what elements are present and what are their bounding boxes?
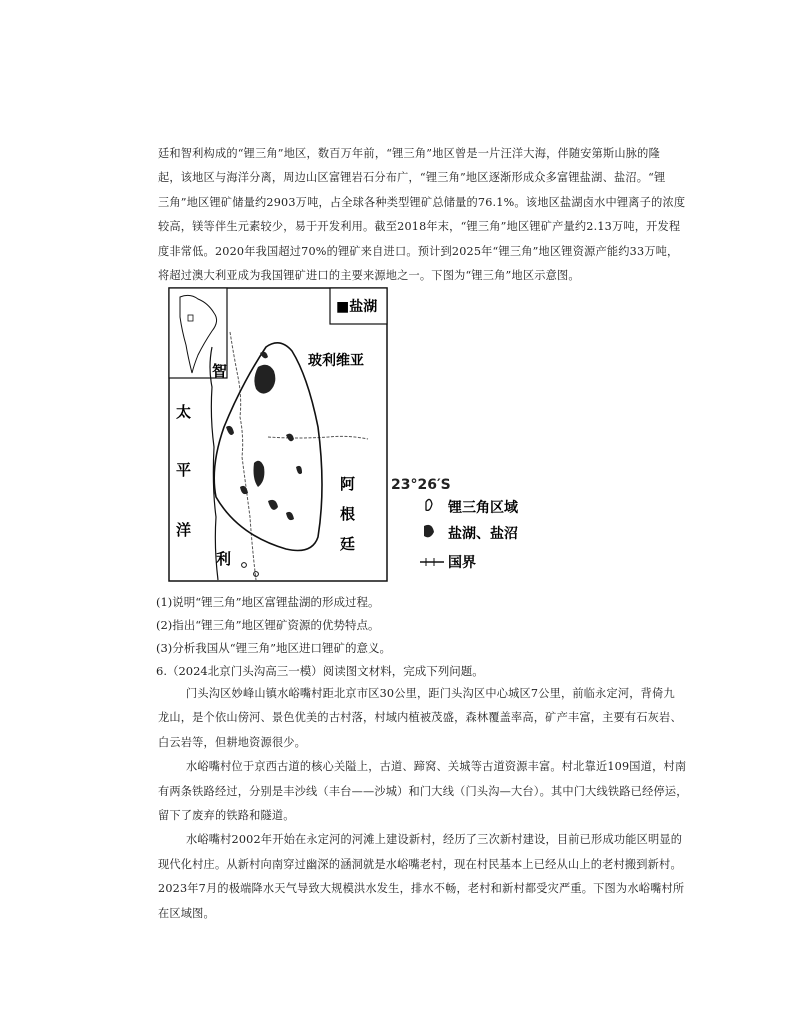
village-line: 水峪嘴村2002年开始在永定河的河滩上建设新村，经历了三次新村建设，目前已形成功能区明显的 [186, 833, 683, 847]
salt-lake [254, 461, 265, 487]
map-legend [390, 470, 560, 580]
label-pacific-1: 太 [176, 403, 192, 421]
lithium-triangle-map [168, 287, 388, 583]
salt-lake [260, 352, 268, 359]
salt-lake [240, 486, 248, 494]
legend-item1: 锂三角区域 [448, 500, 518, 516]
salt-lake [226, 426, 234, 435]
question-2: (2)指出“锂三角”地区锂矿资源的优势特点。 [156, 618, 380, 632]
map-marker [242, 563, 247, 568]
intro-line: 廷和智利构成的“锂三角”地区，数百万年前，“锂三角”地区曾是一片汪洋大海，伴随安第斯山脉的隆 [158, 147, 660, 160]
intro-line: 将超过澳大利亚成为我国锂矿进口的主要来源地之一。下图为“锂三角”地区示意图。 [158, 268, 580, 282]
village-paragraphs [158, 682, 688, 926]
label-argentina-3: 廷 [340, 535, 356, 553]
label-argentina-1: 阿 [340, 475, 356, 493]
village-line: 白云岩等，但耕地资源很少。 [158, 735, 307, 749]
village-line: 龙山，是个依山傍河、景色优美的古村落，村域内植被茂盛，森林覆盖率高，矿产丰富，主要有石灰岩、 [158, 711, 682, 725]
question-3: (3)分析我国从“锂三角”地区进口锂矿的意义。 [156, 641, 392, 655]
intro-line: 三角”地区锂矿储量约2903万吨，占全球各种类型锂矿总储量的76.1%。该地区盐湖卤水中锂离子的浓度 [158, 195, 686, 209]
legend-item2: 盐湖、盐沼 [448, 526, 518, 542]
legend-box-label: ■盐湖 [336, 299, 378, 315]
problem-6-header: 6.（2024北京门头沟高三一模）阅读图文材料，完成下列问题。 [156, 664, 484, 678]
label-chile-2: 利 [216, 550, 232, 568]
latitude-label: 23°26′S [391, 477, 451, 493]
legend-saltlake-icon [424, 525, 434, 537]
intro-line: 起，该地区与海洋分离，周边山区富锂岩石分布广，“锂三角”地区逐渐形成众多富锂盐湖、盐沼。“锂 [158, 171, 666, 185]
label-pacific-3: 洋 [176, 521, 192, 539]
village-line: 水峪嘴村位于京西古道的核心关隘上，古道、蹄窝、关城等古道资源丰富。村北靠近109国道，村南 [186, 760, 687, 774]
legend-item3: 国界 [448, 555, 476, 571]
label-bolivia: 玻利维亚 [308, 353, 364, 369]
village-line: 在区域图。 [158, 906, 215, 920]
salt-lake [286, 512, 294, 520]
salt-lake [286, 434, 294, 442]
question-1: (1)说明“锂三角”地区富锂盐湖的形成过程。 [156, 595, 380, 609]
village-line: 2023年7月的极端降水天气导致大规模洪水发生，排水不畅，老村和新村都受灾严重。下图为水峪嘴村所 [158, 882, 685, 896]
intro-line: 度非常低。2020年我国超过70%的锂矿来自进口。预计到2025年“锂三角”地区锂资源产能约33万吨， [158, 244, 679, 258]
label-chile-1: 智 [212, 362, 228, 380]
salt-lake [254, 365, 275, 394]
bolivia-argentina-border [268, 436, 368, 439]
village-line: 留下了废弃的铁路和隧道。 [158, 808, 295, 822]
coastline [210, 347, 218, 580]
intro-line: 较高，镁等伴生元素较少，易于开发利用。截至2018年末，“锂三角”地区锂矿产量约2.13万吨，开发程 [158, 220, 681, 234]
village-line: 有两条铁路经过，分别是丰沙线（丰台——沙城）和门大线（门头沟—大台）。其中门大线铁路已经停运， [158, 784, 688, 798]
village-line: 现代化村庄。从新村向南穿过幽深的涵洞就是水峪嘴老村，现在村民基本上已经从山上的老村搬到新村。 [158, 857, 682, 871]
salt-lake [296, 466, 302, 474]
village-line: 门头沟区妙峰山镇水峪嘴村距北京市区30公里，距门头沟区中心城区7公里，前临永定河，背倚九 [186, 687, 675, 700]
legend-triangle-icon [426, 499, 432, 510]
salt-lake [268, 500, 278, 510]
label-argentina-2: 根 [340, 505, 356, 523]
intro-paragraph [158, 142, 686, 288]
map-marker [254, 572, 259, 577]
label-pacific-2: 平 [176, 461, 192, 479]
